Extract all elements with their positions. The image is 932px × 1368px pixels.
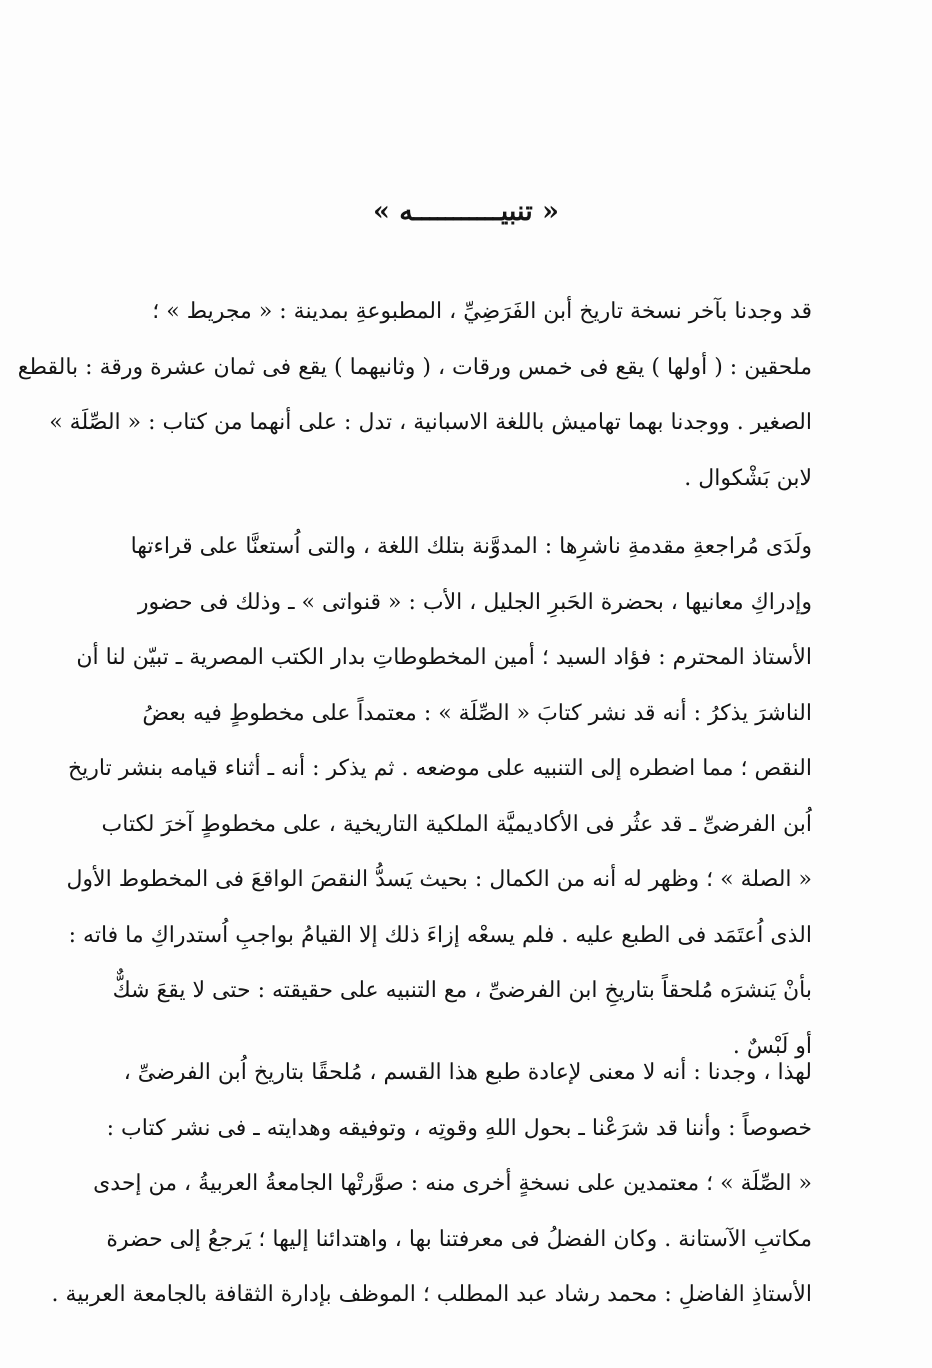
text-line: ملحقين : ( أولها ) يقع فى خمس ورقات ، ( وثانيهما ) يقع فى ثمان عشرة ورقة : بالقطع <box>17 354 812 380</box>
text-line: ولَدَى مُراجعةِ مقدمةِ ناشرِها : المدوَّنة بتلك اللغة ، والتى اُستعنَّا على قراءتها <box>130 534 812 559</box>
text-line: وإدراكِ معانيها ، بحضرة الحَبرِ الجليل ، الأب : « قنواتى » ـ وذلك فى حضور <box>137 589 812 615</box>
text-line: بأنْ يَنشرَه مُلحقاً بتاريخِ ابن الفرضىِّ ، مع التنبيه على حقيقته : حتى لا يقعَ شكٌّ <box>112 978 812 1003</box>
text-line: الصغير . ووجدنا بهما تهاميش باللغة الاسبانية ، تدل : على أنهما من كتاب : « الصِّلَة » <box>49 410 812 435</box>
paragraph-2 <box>66 519 812 1074</box>
page-heading: « تنبيـــــــــــه » <box>373 196 559 227</box>
text-line: لابن بَشْكوال . <box>684 465 812 491</box>
text-line: « الصلة » ؛ وظهر له أنه من الكمال : بحيث يَسدُّ النقصَ الواقعَ فى المخطوط الأول <box>66 867 812 892</box>
text-line: النقص ؛ مما اضطره إلى التنبيه على موضعه . ثم يذكر : أنه ـ أثناء قيامه بنشر تاريخ <box>67 756 812 781</box>
text-line: قد وجدنا بآخر نسخة تاريخ أبن الفَرَضِيِّ ، المطبوعةِ بمدينة : « مجريط » ؛ <box>152 299 812 324</box>
text-line: خصوصاً : وأننا قد شرَعْنا ـ بحول اللهِ وقوتِه ، وتوفيقه وهدايته ـ فى نشر كتاب : <box>106 1115 812 1141</box>
text-line: الناشرَ يذكرُ : أنه قد نشر كتابَ « الصِّلَة » : معتمداً على مخطوطٍ فيه بعضُ <box>142 700 812 726</box>
text-line: « الصِّلَة » ؛ معتمدين على نسخةٍ أخرى منه : صوَّرتْها الجامعةُ العربيةُ ، من إحدى <box>93 1171 812 1196</box>
text-line: الأستاذ المحترم : فؤاد السيد ؛ أمين المخطوطاتِ بدار الكتب المصرية ـ تبيّن لنا أن <box>76 645 812 670</box>
text-line: اُبن الفرضىِّ ـ قد عثُر فى الأكاديميَّة الملكية التاريخية ، على مخطوطٍ آخرَ لكتاب <box>101 811 812 837</box>
paragraph-1 <box>17 284 812 506</box>
text-line: لهذا ، وجدنا : أنه لا معنى لإعادة طبع هذا القسم ، مُلحقًا بتاريخ اُبن الفرضىِّ ، <box>123 1060 812 1085</box>
text-line: الذى اُعتَمَد فى الطبع عليه . فلم يسعْه إزاءَ ذلك إلا القيامُ بواجبِ اُستدراكِ ما فاته : <box>68 922 812 948</box>
text-line: أو لَبْسٌ . <box>732 1033 812 1059</box>
text-line: الأستاذِ الفاضلِ : محمد رشاد عبد المطلب ؛ الموظف بإدارة الثقافة بالجامعة العربية . <box>51 1282 812 1307</box>
text-line: مكاتبِ الآستانة . وكان الفضلُ فى معرفتنا بها ، واهتدائنا إليها ؛ يَرجعُ إلى حضرة <box>106 1226 812 1252</box>
paragraph-3 <box>51 1045 812 1323</box>
